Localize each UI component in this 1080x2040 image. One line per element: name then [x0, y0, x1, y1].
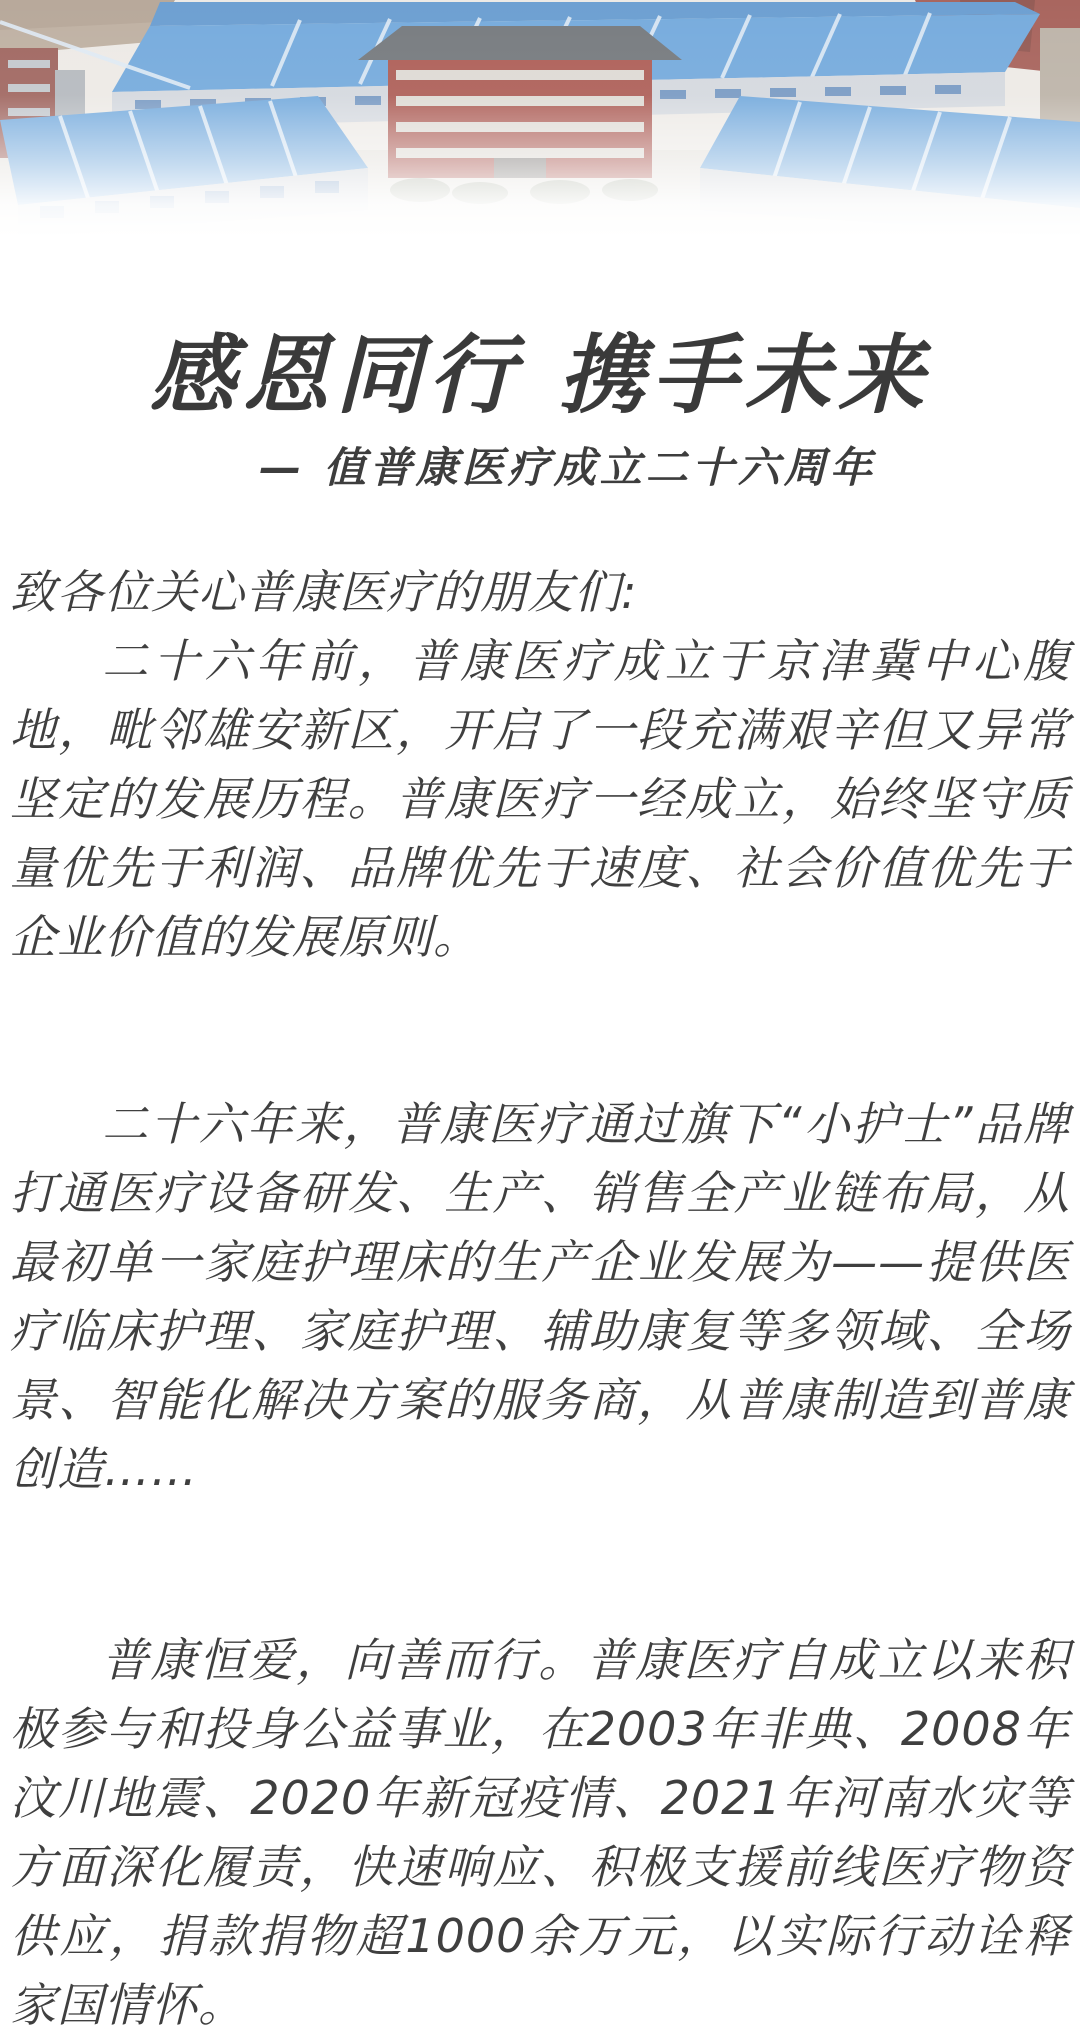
factory-aerial-photo [0, 0, 1080, 238]
title-block [0, 326, 1080, 494]
letter-greeting: 致各位关心普康医疗的朋友们: [10, 565, 638, 619]
factory-aerial-illustration [0, 0, 1080, 238]
letter-body [10, 558, 1070, 2040]
admin-building [358, 26, 682, 178]
page-title: 感恩同行 携手未来 [149, 326, 931, 426]
letter-paragraph-1: 二十六年前，普康医疗成立于京津冀中心腹地，毗邻雄安新区，开启了一段充满艰辛但又异常坚定的发展历程。普康医疗一经成立，始终坚守质量优先于利润、品牌优先于速度、社会价值优先于企业价值的发展原则。 [10, 634, 1070, 964]
page-subtitle: — 值普康医疗成立二十六周年 [259, 443, 876, 492]
letter-paragraph-2: 二十六年来，普康医疗通过旗下“小护士”品牌打通医疗设备研发、生产、销售全产业链布局，从最初单一家庭护理床的生产企业发展为——提供医疗临床护理、家庭护理、辅助康复等多领域、全场景、智能化解决方案的服务商，从普康制造到普康创造…… [10, 1097, 1070, 1496]
letter-paragraph-3: 普康恒爱，向善而行。普康医疗自成立以来积极参与和投身公益事业，在2003年非典、2008年汶川地震、2020年新冠疫情、2021年河南水灾等方面深化履责，快速响应、积极支援前线医疗物资供应，捐款捐物超1000余万元，以实际行动诠释家国情怀。 [10, 1633, 1070, 2032]
